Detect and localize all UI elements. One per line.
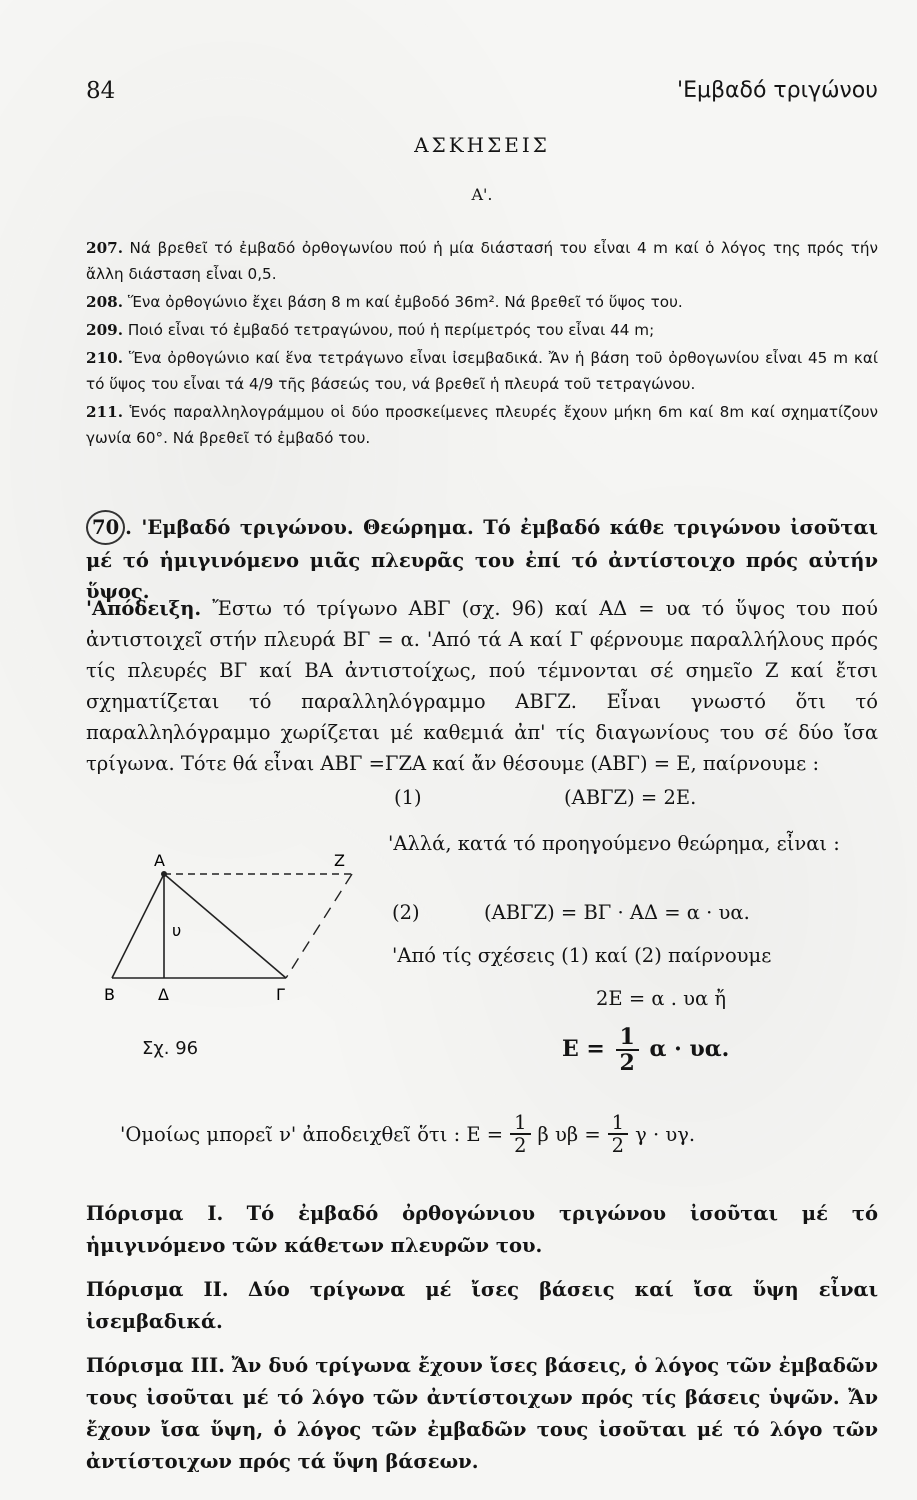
- fraction-numerator: 1: [510, 1112, 530, 1135]
- similar-text: 'Ομοίως μπορεῖ ν' ἀποδειχθεῖ ὅτι : Ε =: [120, 1122, 504, 1146]
- similar-formulas: [120, 1112, 695, 1157]
- segment-AB: [112, 874, 164, 978]
- exercise-text: Ἕνα ὀρθογώνιο καί ἕνα τετράγωνο εἶναι ἰσεμβαδικά. Ἄν ἡ βάση τοῦ ὀρθογωνίου εἶναι 45 m καί τό ὕψος του εἶναι τά 4/9 τῆς βάσεώς του, νά βρεθεῖ ἡ πλευρά τοῦ τετραγώνου.: [86, 349, 878, 393]
- fraction-denominator: 2: [514, 1134, 527, 1158]
- running-header: [86, 78, 878, 112]
- area-formula: [562, 1025, 729, 1075]
- exercise-item: [86, 317, 878, 343]
- figure-caption: Σχ. 96: [142, 1038, 199, 1059]
- fraction-half-g: [608, 1112, 628, 1157]
- proof-paragraph: [86, 593, 878, 779]
- corollary-label: Πόρισμα ΙΙ.: [86, 1278, 229, 1301]
- exercise-number: 208.: [86, 293, 123, 311]
- fraction-denominator: 2: [619, 1050, 635, 1077]
- theorem-title: . 'Εμβαδό τριγώνου. Θεώρημα.: [125, 516, 474, 539]
- corollary-1: [86, 1198, 878, 1262]
- similar-mid: β υβ =: [537, 1122, 601, 1146]
- fraction-half-b: [510, 1112, 530, 1157]
- label-D: Δ: [158, 985, 169, 1004]
- exercise-item: [86, 235, 878, 287]
- theorem-statement: Τό ἐμβαδό κάθε τριγώνου ἰσοῦται μέ τό ἡμιγινόμενο μιᾶς πλευρᾶς του ἐπί τό ἀντίστοιχο πρός αὐτήν ὕψος.: [86, 516, 878, 603]
- similar-end: γ · υγ.: [635, 1122, 696, 1146]
- equation-1-label: (1): [394, 786, 422, 809]
- corollary-2: [86, 1274, 878, 1338]
- corollary-label: Πόρισμα Ι.: [86, 1202, 224, 1225]
- equation-2: (ΑΒΓΖ) = ΒΓ · ΑΔ = α · υα.: [484, 901, 750, 924]
- area-formula-lhs: Ε =: [562, 1036, 605, 1063]
- exercise-number: 210.: [86, 349, 123, 367]
- corollaries: [86, 1198, 878, 1490]
- equation-2-label: (2): [392, 901, 420, 924]
- segment-ZG: [286, 874, 352, 978]
- exercise-number: 209.: [86, 321, 123, 339]
- corollary-3: [86, 1350, 878, 1478]
- exercise-number: 207.: [86, 239, 123, 257]
- fraction-half: [616, 1025, 639, 1075]
- from-relations-text: 'Από τίς σχέσεις (1) καί (2) παίρνουμε: [392, 944, 772, 967]
- label-A: Α: [154, 851, 165, 870]
- exercise-text: Νά βρεθεῖ τό ἐμβαδό ὀρθογωνίου πού ἡ μία διάστασή του εἶναι 4 m καί ὁ λόγος της πρός τήν ἄλλη διάσταση εἶναι 0,5.: [86, 239, 878, 283]
- exercise-text: Ἑνός παραλληλογράμμου οἱ δύο προσκείμενες πλευρές ἔχουν μήκη 6m καί 8m καί σχηματίζουν γωνία 60°. Νά βρεθεῖ τό ἐμβαδό του.: [86, 403, 878, 447]
- label-G: Γ: [276, 985, 285, 1004]
- theorem-number: 70: [86, 510, 125, 545]
- proof-label: 'Απόδειξη.: [86, 597, 202, 620]
- corollary-text: Δύο τρίγωνα μέ ἴσες βάσεις καί ἴσα ὕψη εἶναι ἰσεμβαδικά.: [86, 1278, 879, 1333]
- exercise-text: Ἕνα ὀρθογώνιο ἔχει βάση 8 m καί ἐμβοδό 36m². Νά βρεθεῖ τό ὕψος του.: [127, 293, 683, 311]
- exercise-item: [86, 345, 878, 397]
- segment-AG: [164, 874, 286, 978]
- fraction-numerator: 1: [616, 1025, 639, 1051]
- proof-text: Ἔστω τό τρίγωνο ΑΒΓ (σχ. 96) καί ΑΔ = υα τό ὕψος του πού ἀντιστοιχεῖ στήν πλευρά ΒΓ = α. 'Από τά Α καί Γ φέρνουμε παραλλήλους πρός τίς πλευρές ΒΓ καί ΒΑ ἀντιστοίχως, πού τέμνονται σέ σημεῖο Ζ καί ἔτσι σχηματίζεται τό παραλληλόγραμμο ΑΒΓΖ. Εἶναι γνωστό ὅτι τό παραλληλόγραμμο χωρίζεται μέ καθεμιά ἀπ' τίς διαγωνίους του σέ δύο ἴσα τρίγωνα. Τότε θά εἶναι ΑΒΓ =ΓΖΑ καί ἄν θέσουμε (ΑΒΓ) = Ε, παίρνουμε :: [86, 597, 878, 775]
- exercise-list: [86, 235, 878, 453]
- figure-96-diagram: [96, 848, 376, 1038]
- running-title: 'Εμβαδό τριγώνου: [677, 78, 878, 103]
- exercises-heading: ΑΣΚΗΣΕΙΣ: [414, 133, 550, 157]
- equation-3: 2Ε = α . υα ἤ: [596, 987, 727, 1010]
- corollary-text: Ἄν δυό τρίγωνα ἔχουν ἴσες βάσεις, ὁ λόγος τῶν ἐμβαδῶν τους ἰσοῦται μέ τό λόγο τῶν ἀντίστοιχων πρός τίς βάσεις ὑψῶν. Ἄν ἔχουν ἴσα ὕψη, ὁ λόγος τῶν ἐμβαδῶν τους ἰσοῦται μέ τό λόγο τῶν ἀντίστοιχων πρός τά ὕψη βάσεων.: [86, 1354, 878, 1473]
- area-formula-rhs: α · υα.: [649, 1036, 730, 1063]
- exercises-subheading: Α'.: [471, 185, 493, 204]
- equation-1: (ΑΒΓΖ) = 2Ε.: [564, 786, 697, 809]
- label-u: υ: [172, 921, 182, 940]
- page-number: 84: [86, 78, 116, 104]
- exercise-text: Ποιό εἶναι τό ἐμβαδό τετραγώνου, πού ἡ περίμετρός του εἶναι 44 m;: [127, 321, 655, 339]
- exercise-item: [86, 399, 878, 451]
- exercise-item: [86, 289, 878, 315]
- corollary-text: Τό ἐμβαδό ὀρθογώνιου τριγώνου ἰσοῦται μέ τό ἡμιγινόμενο τῶν κάθετων πλευρῶν του.: [86, 1202, 878, 1257]
- but-text: 'Αλλά, κατά τό προηγούμενο θεώρημα, εἶναι :: [388, 832, 840, 855]
- fraction-denominator: 2: [611, 1134, 625, 1158]
- corollary-label: Πόρισμα ΙΙΙ.: [86, 1354, 225, 1377]
- label-Z: Ζ: [334, 851, 345, 870]
- exercise-number: 211.: [86, 403, 123, 421]
- label-B: Β: [104, 985, 115, 1004]
- fraction-numerator: 1: [608, 1112, 628, 1135]
- point-A: [161, 871, 167, 877]
